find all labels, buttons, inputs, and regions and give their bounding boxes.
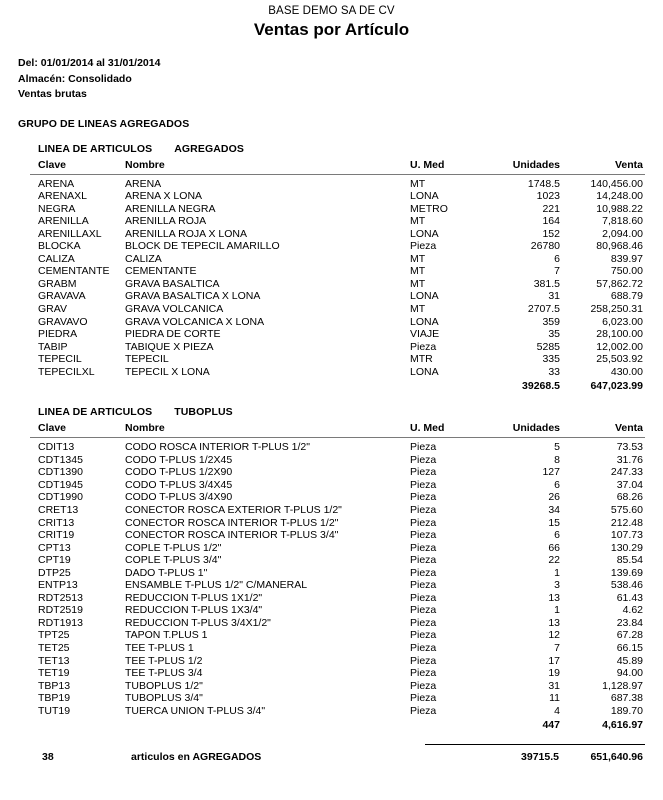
- cell-umed: MT: [410, 252, 426, 265]
- cell-umed: Pieza: [410, 340, 437, 353]
- cell-clave: CDT1390: [38, 466, 83, 479]
- cell-umed: MT: [410, 277, 426, 290]
- cell-nombre: REDUCCION T-PLUS 3/4X1/2": [125, 616, 271, 629]
- cell-umed: Pieza: [410, 642, 437, 654]
- cell-nombre: CONECTOR ROSCA INTERIOR T-PLUS 1/2": [125, 516, 339, 529]
- cell-clave: CALIZA: [38, 252, 75, 265]
- cell-clave: ENTP13: [38, 579, 78, 592]
- filter-warehouse: Almacén: Consolidado: [18, 72, 132, 85]
- subtotal-unidades: 447: [542, 719, 560, 732]
- cell-unidades: 152: [542, 227, 560, 240]
- cell-nombre: CODO T-PLUS 1/2X45: [125, 453, 233, 466]
- table-row: [30, 353, 645, 366]
- cell-venta: 6,023.00: [602, 315, 643, 328]
- cell-venta: 28,100.00: [596, 328, 643, 341]
- cell-venta: 37.04: [616, 478, 643, 491]
- column-header-clave: Clave: [30, 155, 125, 175]
- cell-clave: TPT25: [38, 629, 70, 642]
- cell-unidades: 1748.5: [527, 177, 560, 190]
- table-row: [30, 692, 645, 705]
- cell-clave: GRAVAVA: [38, 290, 86, 303]
- cell-unidades: 26: [548, 491, 560, 504]
- cell-venta: 25,503.92: [596, 353, 643, 366]
- cell-venta: 66.15: [616, 642, 643, 654]
- table-row: [30, 554, 645, 567]
- cell-nombre: GRAVA VOLCANICA X LONA: [125, 315, 265, 328]
- cell-unidades: 31: [548, 679, 560, 692]
- subtotal-spacer: [125, 378, 410, 393]
- cell-unidades: 35: [548, 328, 560, 341]
- cell-venta: 212.48: [610, 516, 643, 529]
- line-label-name: TUBOPLUS: [174, 406, 233, 419]
- cell-unidades: 12: [548, 629, 560, 642]
- cell-clave: CDT1945: [38, 478, 83, 491]
- cell-clave: RDT2519: [38, 604, 83, 617]
- cell-nombre: TABIQUE X PIEZA: [125, 340, 214, 353]
- cell-venta: 247.33: [610, 466, 643, 479]
- cell-nombre: BLOCK DE TEPECIL AMARILLO: [125, 240, 280, 253]
- cell-nombre: TUBOPLUS 3/4": [125, 692, 203, 705]
- table-row: [30, 454, 645, 467]
- cell-nombre: TEPECIL X LONA: [125, 365, 210, 378]
- cell-nombre: CODO T-PLUS 3/4X90: [125, 491, 233, 504]
- report-filters: [0, 56, 663, 103]
- cell-umed: LONA: [410, 290, 439, 303]
- cell-umed: Pieza: [410, 616, 437, 629]
- table-row: [30, 366, 645, 379]
- cell-unidades: 2707.5: [527, 302, 560, 315]
- cell-unidades: 4: [554, 704, 560, 717]
- column-header-umed: U. Med: [410, 155, 485, 175]
- report-header: [0, 0, 663, 41]
- cell-nombre: ARENILLA NEGRA: [125, 202, 216, 215]
- cell-nombre: ARENA X LONA: [125, 190, 203, 203]
- cell-umed: Pieza: [410, 529, 437, 542]
- cell-unidades: 127: [542, 466, 560, 479]
- cell-unidades: 11: [549, 692, 560, 705]
- cell-clave: GRAV: [38, 302, 67, 315]
- cell-unidades: 17: [548, 654, 560, 667]
- cell-clave: RDT1913: [38, 616, 83, 629]
- cell-unidades: 221: [542, 202, 560, 215]
- table-row: [30, 316, 645, 329]
- cell-venta: 575.60: [610, 503, 643, 516]
- cell-umed: LONA: [410, 315, 439, 328]
- column-header-unidades: Unidades: [485, 418, 560, 438]
- company-name: BASE DEMO SA DE CV: [268, 5, 395, 17]
- cell-venta: 430.00: [610, 365, 643, 378]
- cell-umed: Pieza: [410, 503, 437, 516]
- cell-unidades: 7: [554, 265, 560, 278]
- grand-total-count: 38: [42, 751, 54, 764]
- cell-nombre: TAPON T.PLUS 1: [125, 629, 208, 642]
- table-row: [30, 504, 645, 517]
- cell-umed: MT: [410, 302, 426, 315]
- table-row: [30, 174, 645, 190]
- cell-umed: Pieza: [410, 654, 437, 667]
- cell-clave: TET19: [38, 667, 70, 680]
- cell-venta: 57,862.72: [596, 277, 643, 290]
- cell-venta: 688.79: [610, 290, 643, 303]
- grand-total-unidades: 39715.5: [521, 751, 559, 764]
- cell-venta: 1,128.97: [602, 679, 643, 692]
- cell-umed: MT: [410, 215, 426, 228]
- cell-umed: VIAJE: [410, 328, 440, 341]
- cell-clave: ARENILLAXL: [38, 227, 102, 240]
- cell-umed: Pieza: [410, 579, 437, 592]
- cell-venta: 189.70: [610, 704, 643, 717]
- cell-clave: TUT19: [38, 704, 71, 717]
- cell-nombre: CONECTOR ROSCA EXTERIOR T-PLUS 1/2": [125, 503, 342, 516]
- cell-nombre: GRAVA VOLCANICA: [125, 302, 224, 315]
- cell-venta: 4.62: [622, 604, 643, 617]
- table-row: [30, 617, 645, 630]
- filter-date-range: Del: 01/01/2014 al 31/01/2014: [18, 57, 161, 69]
- subtotal-unidades: 39268.5: [522, 380, 560, 393]
- cell-nombre: PIEDRA DE CORTE: [125, 328, 221, 341]
- table-row: [30, 466, 645, 479]
- cell-unidades: 1023: [536, 190, 560, 203]
- cell-nombre: DADO T-PLUS 1": [125, 566, 208, 579]
- cell-venta: 80,968.46: [596, 240, 643, 253]
- table-row: [30, 604, 645, 617]
- cell-umed: Pieza: [410, 240, 437, 253]
- table-row: [30, 240, 645, 253]
- cell-unidades: 7: [554, 642, 560, 654]
- items-table: [30, 418, 645, 732]
- cell-nombre: GRAVA BASALTICA X LONA: [125, 290, 261, 303]
- cell-clave: ARENAXL: [38, 190, 88, 203]
- cell-unidades: 1: [554, 566, 560, 579]
- cell-nombre: COPLE T-PLUS 3/4": [125, 554, 222, 567]
- cell-nombre: TEE T-PLUS 1/2: [125, 654, 203, 667]
- subtotal-row: [30, 378, 645, 393]
- table-row: [30, 517, 645, 530]
- cell-clave: BLOCKA: [38, 240, 81, 253]
- cell-clave: TEPECILXL: [38, 365, 95, 378]
- column-header-unidades: Unidades: [485, 155, 560, 175]
- table-row: [30, 228, 645, 241]
- cell-umed: Pieza: [410, 441, 437, 454]
- line-label-prefix: LINEA DE ARTICULOS: [38, 406, 153, 419]
- cell-venta: 23.84: [616, 616, 643, 629]
- table-row: [30, 529, 645, 542]
- cell-venta: 839.97: [610, 252, 643, 265]
- cell-clave: RDT2513: [38, 591, 83, 604]
- cell-clave: ARENA: [38, 177, 75, 190]
- cell-nombre: CALIZA: [125, 252, 162, 265]
- table-row: [30, 579, 645, 592]
- cell-venta: 750.00: [610, 265, 643, 278]
- cell-umed: Pieza: [410, 679, 437, 692]
- cell-unidades: 22: [548, 554, 560, 567]
- column-header-umed: U. Med: [410, 418, 485, 438]
- cell-umed: Pieza: [410, 566, 437, 579]
- cell-clave: CRET13: [38, 503, 79, 516]
- subtotal-spacer: [30, 717, 125, 732]
- cell-unidades: 359: [542, 315, 560, 328]
- filter-sales-type: Ventas brutas: [18, 88, 87, 100]
- cell-venta: 45.89: [616, 654, 643, 667]
- cell-clave: TET25: [38, 642, 70, 654]
- cell-umed: Pieza: [410, 704, 437, 717]
- table-row: [30, 705, 645, 718]
- cell-umed: LONA: [410, 227, 439, 240]
- cell-umed: MT: [410, 177, 426, 190]
- cell-clave: GRABM: [38, 277, 77, 290]
- cell-venta: 94.00: [616, 667, 643, 680]
- cell-venta: 7,818.60: [602, 215, 643, 228]
- table-row: [30, 290, 645, 303]
- cell-venta: 85.54: [616, 554, 643, 567]
- table-row: [30, 341, 645, 354]
- table-row: [30, 479, 645, 492]
- table-header-row: [30, 155, 645, 175]
- cell-umed: Pieza: [410, 516, 437, 529]
- cell-venta: 139.69: [610, 566, 643, 579]
- cell-clave: TEPECIL: [38, 353, 82, 366]
- table-row: [30, 667, 645, 680]
- subtotal-spacer: [410, 378, 485, 393]
- cell-umed: Pieza: [410, 591, 437, 604]
- cell-clave: CDT1345: [38, 453, 83, 466]
- cell-umed: MT: [410, 265, 426, 278]
- table-row: [30, 642, 645, 655]
- table-row: [30, 592, 645, 605]
- cell-umed: LONA: [410, 190, 439, 203]
- cell-umed: Pieza: [410, 554, 437, 567]
- grand-total-umed-spacer: [410, 745, 485, 764]
- cell-nombre: TEE T-PLUS 3/4: [125, 667, 203, 680]
- table-row: [30, 542, 645, 555]
- cell-clave: CPT13: [38, 541, 71, 554]
- cell-umed: LONA: [410, 365, 439, 378]
- cell-venta: 31.76: [616, 453, 643, 466]
- table-row: [30, 190, 645, 203]
- sections-container: [0, 143, 663, 733]
- subtotal-row: [30, 717, 645, 732]
- cell-clave: TET13: [38, 654, 70, 667]
- grand-total-venta: 651,640.96: [590, 751, 643, 764]
- cell-clave: PIEDRA: [38, 328, 78, 341]
- cell-clave: GRAVAVO: [38, 315, 88, 328]
- cell-umed: Pieza: [410, 466, 437, 479]
- cell-nombre: TUERCA UNION T-PLUS 3/4": [125, 704, 266, 717]
- cell-umed: Pieza: [410, 692, 437, 705]
- cell-nombre: TEE T-PLUS 1: [125, 642, 194, 654]
- table-row: [30, 215, 645, 228]
- cell-clave: DTP25: [38, 566, 71, 579]
- cell-venta: 68.26: [616, 491, 643, 504]
- cell-venta: 73.53: [616, 441, 643, 454]
- cell-nombre: CODO T-PLUS 1/2X90: [125, 466, 233, 479]
- cell-clave: ARENILLA: [38, 215, 89, 228]
- table-row: [30, 491, 645, 504]
- subtotal-spacer: [125, 717, 410, 732]
- cell-nombre: ENSAMBLE T-PLUS 1/2" C/MANERAL: [125, 579, 308, 592]
- subtotal-venta: 4,616.97: [602, 719, 643, 732]
- cell-venta: 12,002.00: [596, 340, 643, 353]
- column-header-venta: Venta: [560, 418, 645, 438]
- table-row: [30, 438, 645, 454]
- cell-venta: 687.38: [610, 692, 643, 705]
- cell-unidades: 5285: [536, 340, 560, 353]
- cell-unidades: 5: [554, 441, 560, 454]
- cell-unidades: 381.5: [533, 277, 560, 290]
- cell-unidades: 31: [548, 290, 560, 303]
- table-row: [30, 278, 645, 291]
- line-label: [0, 143, 663, 155]
- cell-nombre: CODO T-PLUS 3/4X45: [125, 478, 233, 491]
- cell-clave: NEGRA: [38, 202, 76, 215]
- cell-venta: 538.46: [610, 579, 643, 592]
- cell-unidades: 19: [548, 667, 560, 680]
- cell-umed: METRO: [410, 202, 448, 215]
- grand-total-table: [30, 745, 645, 764]
- cell-unidades: 13: [548, 616, 560, 629]
- items-table: [30, 155, 645, 394]
- grand-total-row: [30, 745, 645, 764]
- column-header-venta: Venta: [560, 155, 645, 175]
- cell-unidades: 8: [554, 453, 560, 466]
- cell-unidades: 15: [548, 516, 560, 529]
- cell-unidades: 6: [554, 478, 560, 491]
- line-label-name: AGREGADOS: [174, 142, 244, 155]
- cell-unidades: 26780: [530, 240, 560, 253]
- column-header-nombre: Nombre: [125, 155, 410, 175]
- cell-nombre: ARENA: [125, 177, 162, 190]
- group-label: GRUPO DE LINEAS AGREGADOS: [18, 117, 190, 130]
- cell-venta: 258,250.31: [590, 302, 643, 315]
- cell-venta: 130.29: [610, 541, 643, 554]
- cell-clave: TABIP: [38, 340, 68, 353]
- cell-unidades: 6: [554, 529, 560, 542]
- cell-umed: Pieza: [410, 541, 437, 554]
- subtotal-spacer: [30, 378, 125, 393]
- page-title: Ventas por Artículo: [253, 20, 410, 39]
- cell-clave: CRIT13: [38, 516, 75, 529]
- cell-umed: Pieza: [410, 491, 437, 504]
- table-row: [30, 655, 645, 668]
- subtotal-venta: 647,023.99: [590, 380, 643, 393]
- cell-umed: MTR: [410, 353, 433, 366]
- cell-unidades: 66: [548, 541, 560, 554]
- cell-clave: CRIT19: [38, 529, 75, 542]
- table-row: [30, 303, 645, 316]
- cell-unidades: 13: [548, 591, 560, 604]
- table-row: [30, 567, 645, 580]
- cell-unidades: 6: [554, 252, 560, 265]
- table-row: [30, 328, 645, 341]
- table-row: [30, 253, 645, 266]
- cell-unidades: 1: [554, 604, 560, 617]
- grand-total-block: [30, 744, 645, 764]
- cell-venta: 107.73: [610, 529, 643, 542]
- cell-clave: TBP13: [38, 679, 71, 692]
- cell-nombre: TUBOPLUS 1/2": [125, 679, 203, 692]
- cell-venta: 10,988.22: [596, 202, 643, 215]
- grand-total-text: articulos en AGREGADOS: [131, 751, 262, 764]
- cell-nombre: COPLE T-PLUS 1/2": [125, 541, 222, 554]
- cell-umed: Pieza: [410, 629, 437, 642]
- cell-clave: CDIT13: [38, 441, 75, 454]
- cell-clave: CPT19: [38, 554, 71, 567]
- cell-nombre: REDUCCION T-PLUS 1X1/2": [125, 591, 263, 604]
- cell-unidades: 3: [554, 579, 560, 592]
- cell-clave: CEMENTANTE: [38, 265, 110, 278]
- table-row: [30, 680, 645, 693]
- cell-venta: 14,248.00: [596, 190, 643, 203]
- cell-venta: 61.43: [616, 591, 643, 604]
- cell-unidades: 164: [542, 215, 560, 228]
- line-label-prefix: LINEA DE ARTICULOS: [38, 142, 153, 155]
- cell-nombre: GRAVA BASALTICA: [125, 277, 220, 290]
- cell-venta: 2,094.00: [602, 227, 643, 240]
- column-header-clave: Clave: [30, 418, 125, 438]
- cell-nombre: CODO ROSCA INTERIOR T-PLUS 1/2": [125, 441, 310, 454]
- table-row: [30, 629, 645, 642]
- cell-umed: Pieza: [410, 604, 437, 617]
- cell-nombre: ARENILLA ROJA: [125, 215, 207, 228]
- cell-umed: Pieza: [410, 453, 437, 466]
- cell-unidades: 33: [548, 365, 560, 378]
- cell-umed: Pieza: [410, 667, 437, 680]
- cell-clave: TBP19: [38, 692, 71, 705]
- cell-nombre: REDUCCION T-PLUS 1X3/4": [125, 604, 263, 617]
- table-header-row: [30, 418, 645, 438]
- cell-nombre: CEMENTANTE: [125, 265, 197, 278]
- cell-venta: 140,456.00: [590, 177, 643, 190]
- cell-unidades: 335: [542, 353, 560, 366]
- column-header-nombre: Nombre: [125, 418, 410, 438]
- table-row: [30, 203, 645, 216]
- cell-nombre: ARENILLA ROJA X LONA: [125, 227, 247, 240]
- cell-unidades: 34: [548, 503, 560, 516]
- cell-nombre: TEPECIL: [125, 353, 169, 366]
- cell-umed: Pieza: [410, 478, 437, 491]
- line-label: [0, 406, 663, 418]
- cell-nombre: CONECTOR ROSCA INTERIOR T-PLUS 3/4": [125, 529, 339, 542]
- subtotal-spacer: [410, 717, 485, 732]
- table-row: [30, 265, 645, 278]
- cell-clave: CDT1990: [38, 491, 83, 504]
- cell-venta: 67.28: [616, 629, 643, 642]
